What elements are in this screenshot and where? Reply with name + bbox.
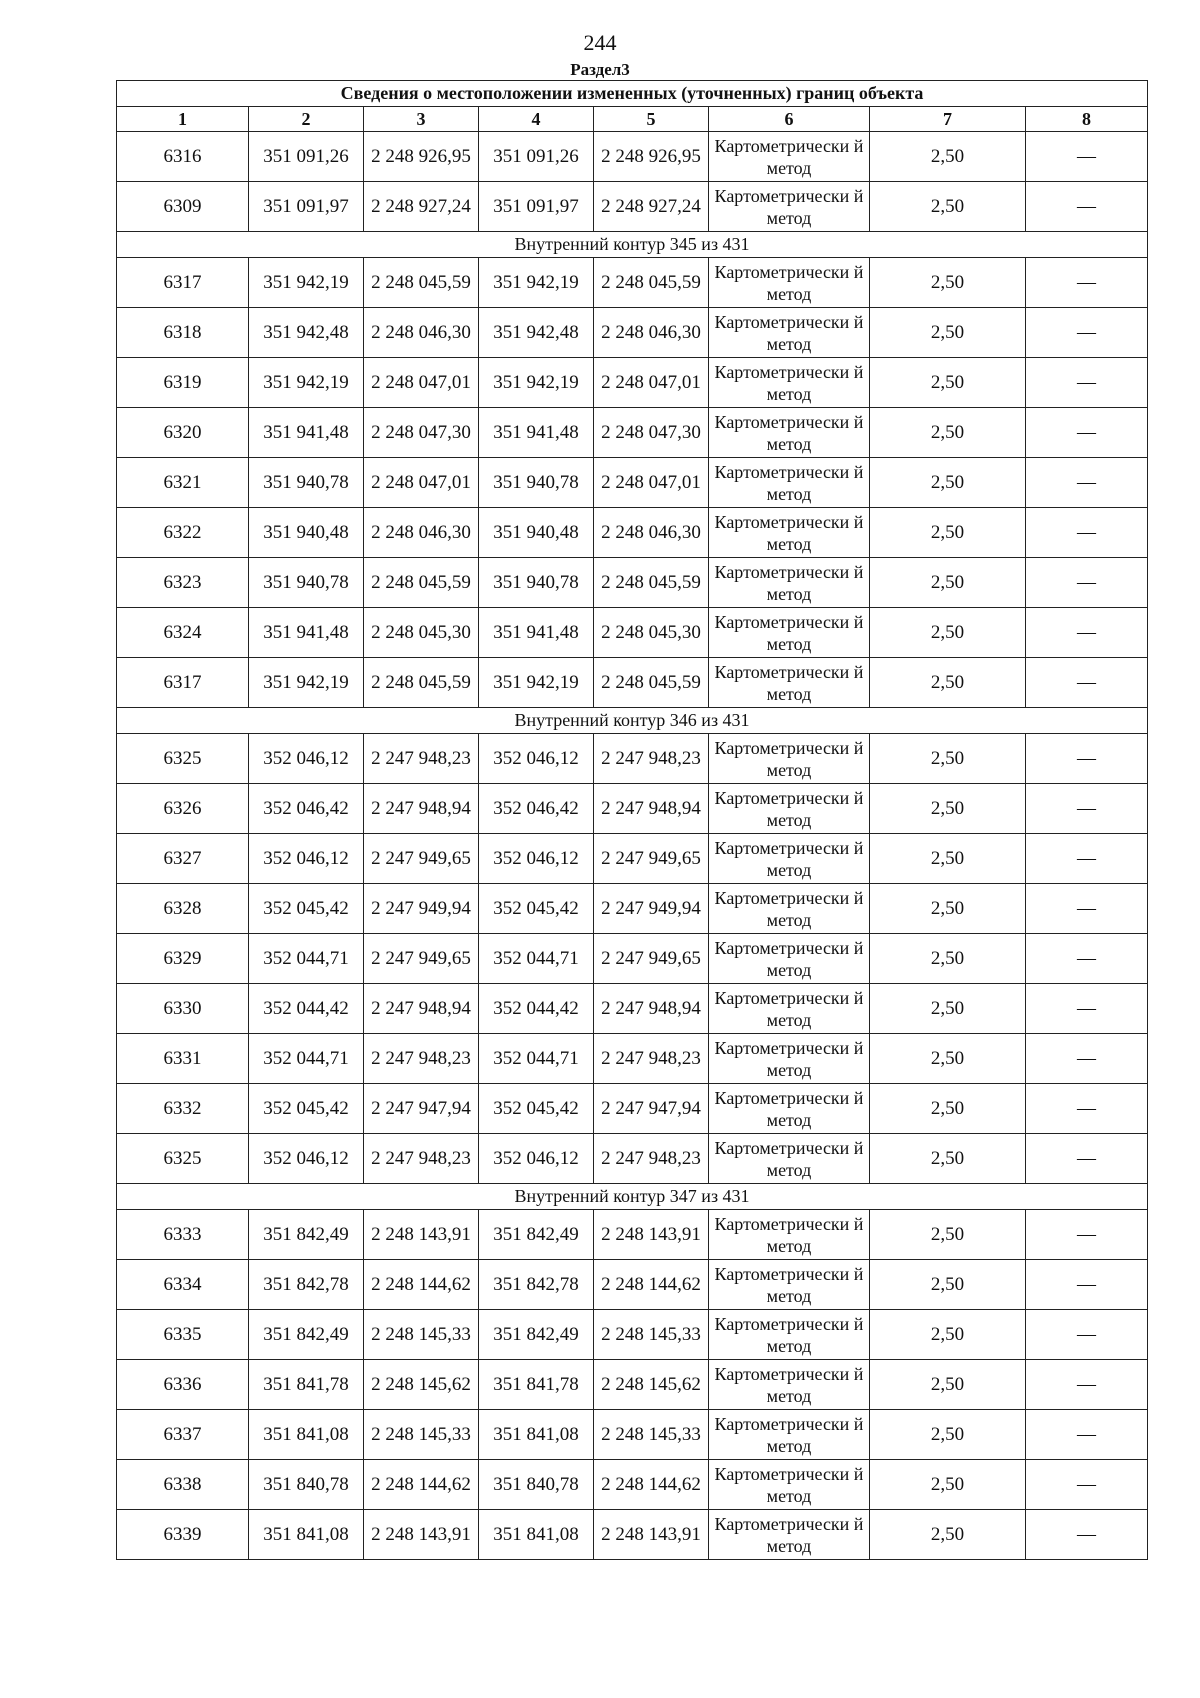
cell-y-new: 2 247 948,23 — [594, 734, 709, 784]
cell-x-existing: 351 091,26 — [249, 132, 364, 182]
cell-method: Картометрически й метод — [709, 132, 870, 182]
table-row — [117, 1360, 1148, 1410]
cell-method: Картометрически й метод — [709, 784, 870, 834]
cell-y-new: 2 248 046,30 — [594, 308, 709, 358]
table-row — [117, 508, 1148, 558]
cell-point-number: 6323 — [117, 558, 249, 608]
cell-description: — — [1026, 1510, 1148, 1560]
cell-method: Картометрически й метод — [709, 1410, 870, 1460]
cell-y-existing: 2 248 045,59 — [364, 258, 479, 308]
cell-accuracy: 2,50 — [870, 1410, 1026, 1460]
cell-y-existing: 2 247 949,94 — [364, 884, 479, 934]
cell-y-new: 2 248 927,24 — [594, 182, 709, 232]
cell-method: Картометрически й метод — [709, 358, 870, 408]
column-header-row — [117, 107, 1148, 132]
cell-accuracy: 2,50 — [870, 1134, 1026, 1184]
table-row — [117, 132, 1148, 182]
table-row — [117, 1310, 1148, 1360]
column-header-4: 4 — [479, 107, 594, 132]
cell-y-existing: 2 248 143,91 — [364, 1510, 479, 1560]
cell-x-existing: 351 842,49 — [249, 1310, 364, 1360]
cell-y-new: 2 247 947,94 — [594, 1084, 709, 1134]
cell-y-existing: 2 247 948,23 — [364, 734, 479, 784]
table-row — [117, 408, 1148, 458]
table-row — [117, 1210, 1148, 1260]
cell-x-new: 351 842,49 — [479, 1210, 594, 1260]
cell-y-new: 2 248 047,01 — [594, 358, 709, 408]
cell-point-number: 6331 — [117, 1034, 249, 1084]
cell-method: Картометрически й метод — [709, 734, 870, 784]
cell-y-new: 2 248 047,01 — [594, 458, 709, 508]
cell-accuracy: 2,50 — [870, 1310, 1026, 1360]
cell-method: Картометрически й метод — [709, 608, 870, 658]
cell-x-existing: 351 942,19 — [249, 358, 364, 408]
coordinates-table — [116, 80, 1148, 1560]
cell-description: — — [1026, 834, 1148, 884]
cell-method: Картометрически й метод — [709, 1510, 870, 1560]
cell-point-number: 6322 — [117, 508, 249, 558]
cell-accuracy: 2,50 — [870, 1460, 1026, 1510]
cell-y-existing: 2 248 045,30 — [364, 608, 479, 658]
cell-x-existing: 351 841,08 — [249, 1510, 364, 1560]
table-row — [117, 784, 1148, 834]
cell-accuracy: 2,50 — [870, 1360, 1026, 1410]
contour-label: Внутренний контур 347 из 431 — [117, 1184, 1148, 1210]
cell-point-number: 6337 — [117, 1410, 249, 1460]
cell-description: — — [1026, 1034, 1148, 1084]
table-row — [117, 934, 1148, 984]
column-header-8: 8 — [1026, 107, 1148, 132]
cell-accuracy: 2,50 — [870, 1260, 1026, 1310]
cell-description: — — [1026, 182, 1148, 232]
cell-x-new: 351 941,48 — [479, 408, 594, 458]
cell-accuracy: 2,50 — [870, 1034, 1026, 1084]
cell-y-existing: 2 248 045,59 — [364, 658, 479, 708]
cell-y-existing: 2 247 949,65 — [364, 834, 479, 884]
cell-accuracy: 2,50 — [870, 358, 1026, 408]
cell-y-existing: 2 248 047,01 — [364, 458, 479, 508]
cell-y-new: 2 248 045,59 — [594, 258, 709, 308]
cell-x-new: 352 045,42 — [479, 884, 594, 934]
cell-x-existing: 351 940,78 — [249, 558, 364, 608]
cell-point-number: 6327 — [117, 834, 249, 884]
cell-x-existing: 352 044,42 — [249, 984, 364, 1034]
cell-x-new: 351 841,78 — [479, 1360, 594, 1410]
cell-accuracy: 2,50 — [870, 658, 1026, 708]
cell-y-new: 2 248 145,62 — [594, 1360, 709, 1410]
cell-point-number: 6317 — [117, 658, 249, 708]
cell-accuracy: 2,50 — [870, 984, 1026, 1034]
cell-x-existing: 351 940,48 — [249, 508, 364, 558]
table-row — [117, 884, 1148, 934]
cell-x-new: 351 842,78 — [479, 1260, 594, 1310]
cell-point-number: 6309 — [117, 182, 249, 232]
cell-x-existing: 351 940,78 — [249, 458, 364, 508]
cell-point-number: 6339 — [117, 1510, 249, 1560]
cell-x-new: 351 942,19 — [479, 358, 594, 408]
cell-description: — — [1026, 784, 1148, 834]
cell-y-existing: 2 247 948,94 — [364, 784, 479, 834]
cell-x-existing: 351 942,48 — [249, 308, 364, 358]
cell-y-new: 2 247 948,23 — [594, 1034, 709, 1084]
cell-description: — — [1026, 934, 1148, 984]
cell-accuracy: 2,50 — [870, 182, 1026, 232]
cell-method: Картометрически й метод — [709, 1034, 870, 1084]
table-row — [117, 834, 1148, 884]
cell-method: Картометрически й метод — [709, 1084, 870, 1134]
column-header-6: 6 — [709, 107, 870, 132]
cell-x-new: 351 841,08 — [479, 1410, 594, 1460]
cell-accuracy: 2,50 — [870, 784, 1026, 834]
cell-x-existing: 351 841,78 — [249, 1360, 364, 1410]
cell-y-existing: 2 247 948,94 — [364, 984, 479, 1034]
column-header-5: 5 — [594, 107, 709, 132]
table-caption: Сведения о местоположении измененных (уточненных) границ объекта — [117, 81, 1148, 107]
cell-x-existing: 352 044,71 — [249, 934, 364, 984]
cell-y-new: 2 248 926,95 — [594, 132, 709, 182]
cell-x-new: 351 940,48 — [479, 508, 594, 558]
cell-point-number: 6325 — [117, 734, 249, 784]
cell-description: — — [1026, 508, 1148, 558]
contour-header-row — [117, 1184, 1148, 1210]
cell-method: Картометрически й метод — [709, 984, 870, 1034]
cell-x-new: 351 091,97 — [479, 182, 594, 232]
cell-method: Картометрически й метод — [709, 308, 870, 358]
cell-point-number: 6333 — [117, 1210, 249, 1260]
cell-x-existing: 352 046,12 — [249, 1134, 364, 1184]
cell-y-new: 2 248 145,33 — [594, 1410, 709, 1460]
cell-accuracy: 2,50 — [870, 408, 1026, 458]
cell-y-existing: 2 248 047,30 — [364, 408, 479, 458]
cell-x-new: 351 940,78 — [479, 458, 594, 508]
cell-point-number: 6321 — [117, 458, 249, 508]
cell-y-new: 2 247 948,94 — [594, 784, 709, 834]
table-row — [117, 1460, 1148, 1510]
table-row — [117, 308, 1148, 358]
cell-description: — — [1026, 1210, 1148, 1260]
cell-x-new: 351 941,48 — [479, 608, 594, 658]
cell-x-new: 351 942,48 — [479, 308, 594, 358]
cell-point-number: 6328 — [117, 884, 249, 934]
cell-description: — — [1026, 408, 1148, 458]
cell-point-number: 6316 — [117, 132, 249, 182]
cell-x-existing: 351 091,97 — [249, 182, 364, 232]
table-row — [117, 734, 1148, 784]
cell-description: — — [1026, 258, 1148, 308]
cell-description: — — [1026, 308, 1148, 358]
cell-x-existing: 352 045,42 — [249, 1084, 364, 1134]
cell-x-existing: 351 840,78 — [249, 1460, 364, 1510]
cell-method: Картометрически й метод — [709, 1360, 870, 1410]
cell-y-existing: 2 248 047,01 — [364, 358, 479, 408]
cell-accuracy: 2,50 — [870, 1510, 1026, 1560]
cell-x-new: 352 046,42 — [479, 784, 594, 834]
cell-x-new: 352 046,12 — [479, 1134, 594, 1184]
cell-x-new: 352 046,12 — [479, 834, 594, 884]
cell-y-existing: 2 247 948,23 — [364, 1134, 479, 1184]
cell-y-new: 2 248 045,59 — [594, 558, 709, 608]
cell-x-new: 351 940,78 — [479, 558, 594, 608]
cell-description: — — [1026, 458, 1148, 508]
cell-y-new: 2 248 047,30 — [594, 408, 709, 458]
cell-method: Картометрически й метод — [709, 884, 870, 934]
page-number: 244 — [583, 30, 617, 55]
cell-x-existing: 351 942,19 — [249, 658, 364, 708]
table-row — [117, 1510, 1148, 1560]
column-header-7: 7 — [870, 107, 1026, 132]
cell-description: — — [1026, 1460, 1148, 1510]
cell-y-new: 2 248 045,30 — [594, 608, 709, 658]
cell-y-existing: 2 248 046,30 — [364, 308, 479, 358]
cell-x-new: 351 841,08 — [479, 1510, 594, 1560]
table-row — [117, 1260, 1148, 1310]
section-title: Раздел3 — [570, 60, 630, 79]
cell-y-existing: 2 248 926,95 — [364, 132, 479, 182]
cell-x-existing: 352 046,12 — [249, 734, 364, 784]
cell-accuracy: 2,50 — [870, 258, 1026, 308]
cell-description: — — [1026, 1134, 1148, 1184]
cell-x-new: 351 842,49 — [479, 1310, 594, 1360]
cell-method: Картометрически й метод — [709, 1460, 870, 1510]
cell-method: Картометрически й метод — [709, 258, 870, 308]
table-row — [117, 558, 1148, 608]
cell-method: Картометрически й метод — [709, 934, 870, 984]
cell-x-new: 352 044,71 — [479, 1034, 594, 1084]
cell-x-new: 352 044,71 — [479, 934, 594, 984]
column-header-3: 3 — [364, 107, 479, 132]
cell-method: Картометрически й метод — [709, 658, 870, 708]
cell-x-existing: 351 941,48 — [249, 608, 364, 658]
cell-point-number: 6320 — [117, 408, 249, 458]
cell-description: — — [1026, 558, 1148, 608]
cell-y-existing: 2 247 948,23 — [364, 1034, 479, 1084]
cell-x-existing: 352 046,42 — [249, 784, 364, 834]
cell-accuracy: 2,50 — [870, 934, 1026, 984]
cell-point-number: 6336 — [117, 1360, 249, 1410]
cell-x-existing: 351 942,19 — [249, 258, 364, 308]
cell-point-number: 6319 — [117, 358, 249, 408]
cell-y-new: 2 248 046,30 — [594, 508, 709, 558]
cell-accuracy: 2,50 — [870, 1084, 1026, 1134]
cell-y-new: 2 248 144,62 — [594, 1260, 709, 1310]
cell-point-number: 6329 — [117, 934, 249, 984]
cell-y-existing: 2 247 949,65 — [364, 934, 479, 984]
cell-y-new: 2 247 949,65 — [594, 934, 709, 984]
cell-accuracy: 2,50 — [870, 884, 1026, 934]
cell-x-new: 352 046,12 — [479, 734, 594, 784]
cell-description: — — [1026, 984, 1148, 1034]
table-row — [117, 608, 1148, 658]
column-header-2: 2 — [249, 107, 364, 132]
cell-y-new: 2 248 145,33 — [594, 1310, 709, 1360]
cell-accuracy: 2,50 — [870, 558, 1026, 608]
cell-method: Картометрически й метод — [709, 458, 870, 508]
cell-accuracy: 2,50 — [870, 608, 1026, 658]
cell-y-existing: 2 248 145,33 — [364, 1310, 479, 1360]
cell-description: — — [1026, 608, 1148, 658]
cell-x-existing: 352 044,71 — [249, 1034, 364, 1084]
cell-y-existing: 2 248 144,62 — [364, 1460, 479, 1510]
cell-method: Картометрически й метод — [709, 834, 870, 884]
table-row — [117, 358, 1148, 408]
cell-x-new: 351 942,19 — [479, 658, 594, 708]
cell-accuracy: 2,50 — [870, 458, 1026, 508]
cell-description: — — [1026, 1310, 1148, 1360]
cell-x-new: 352 044,42 — [479, 984, 594, 1034]
cell-y-existing: 2 248 046,30 — [364, 508, 479, 558]
cell-y-existing: 2 247 947,94 — [364, 1084, 479, 1134]
cell-method: Картометрически й метод — [709, 1260, 870, 1310]
cell-point-number: 6318 — [117, 308, 249, 358]
cell-x-new: 351 942,19 — [479, 258, 594, 308]
cell-y-existing: 2 248 145,33 — [364, 1410, 479, 1460]
cell-point-number: 6332 — [117, 1084, 249, 1134]
cell-x-new: 352 045,42 — [479, 1084, 594, 1134]
cell-description: — — [1026, 734, 1148, 784]
cell-point-number: 6325 — [117, 1134, 249, 1184]
cell-description: — — [1026, 1084, 1148, 1134]
cell-point-number: 6326 — [117, 784, 249, 834]
cell-x-existing: 351 842,49 — [249, 1210, 364, 1260]
table-row — [117, 1084, 1148, 1134]
cell-description: — — [1026, 658, 1148, 708]
contour-header-row — [117, 708, 1148, 734]
table-row — [117, 658, 1148, 708]
cell-x-existing: 351 841,08 — [249, 1410, 364, 1460]
table-row — [117, 458, 1148, 508]
cell-accuracy: 2,50 — [870, 132, 1026, 182]
cell-y-new: 2 247 949,94 — [594, 884, 709, 934]
cell-x-existing: 351 941,48 — [249, 408, 364, 458]
cell-y-new: 2 248 045,59 — [594, 658, 709, 708]
cell-x-new: 351 091,26 — [479, 132, 594, 182]
cell-y-existing: 2 248 143,91 — [364, 1210, 479, 1260]
contour-label: Внутренний контур 345 из 431 — [117, 232, 1148, 258]
cell-y-existing: 2 248 045,59 — [364, 558, 479, 608]
cell-method: Картометрически й метод — [709, 1310, 870, 1360]
cell-method: Картометрически й метод — [709, 1134, 870, 1184]
cell-x-existing: 351 842,78 — [249, 1260, 364, 1310]
cell-x-new: 351 840,78 — [479, 1460, 594, 1510]
cell-y-new: 2 248 144,62 — [594, 1460, 709, 1510]
cell-y-new: 2 247 948,23 — [594, 1134, 709, 1184]
table-row — [117, 1134, 1148, 1184]
table-row — [117, 258, 1148, 308]
cell-method: Картометрически й метод — [709, 1210, 870, 1260]
cell-y-existing: 2 248 145,62 — [364, 1360, 479, 1410]
table-body — [117, 132, 1148, 1560]
cell-method: Картометрически й метод — [709, 508, 870, 558]
cell-y-new: 2 248 143,91 — [594, 1210, 709, 1260]
cell-accuracy: 2,50 — [870, 1210, 1026, 1260]
cell-accuracy: 2,50 — [870, 308, 1026, 358]
table-row — [117, 1410, 1148, 1460]
cell-y-existing: 2 248 144,62 — [364, 1260, 479, 1310]
cell-accuracy: 2,50 — [870, 508, 1026, 558]
cell-x-existing: 352 046,12 — [249, 834, 364, 884]
table-row — [117, 1034, 1148, 1084]
cell-x-existing: 352 045,42 — [249, 884, 364, 934]
table-row — [117, 984, 1148, 1034]
cell-description: — — [1026, 1360, 1148, 1410]
cell-point-number: 6338 — [117, 1460, 249, 1510]
cell-description: — — [1026, 358, 1148, 408]
cell-method: Картометрически й метод — [709, 558, 870, 608]
cell-point-number: 6317 — [117, 258, 249, 308]
cell-description: — — [1026, 1260, 1148, 1310]
contour-header-row — [117, 232, 1148, 258]
cell-point-number: 6334 — [117, 1260, 249, 1310]
cell-y-new: 2 248 143,91 — [594, 1510, 709, 1560]
cell-description: — — [1026, 884, 1148, 934]
cell-accuracy: 2,50 — [870, 834, 1026, 884]
cell-y-new: 2 247 948,94 — [594, 984, 709, 1034]
cell-y-existing: 2 248 927,24 — [364, 182, 479, 232]
cell-point-number: 6335 — [117, 1310, 249, 1360]
cell-method: Картометрически й метод — [709, 408, 870, 458]
contour-label: Внутренний контур 346 из 431 — [117, 708, 1148, 734]
cell-method: Картометрически й метод — [709, 182, 870, 232]
table-row — [117, 182, 1148, 232]
cell-y-new: 2 247 949,65 — [594, 834, 709, 884]
cell-description: — — [1026, 1410, 1148, 1460]
cell-accuracy: 2,50 — [870, 734, 1026, 784]
cell-description: — — [1026, 132, 1148, 182]
cell-point-number: 6324 — [117, 608, 249, 658]
cell-point-number: 6330 — [117, 984, 249, 1034]
column-header-1: 1 — [117, 107, 249, 132]
